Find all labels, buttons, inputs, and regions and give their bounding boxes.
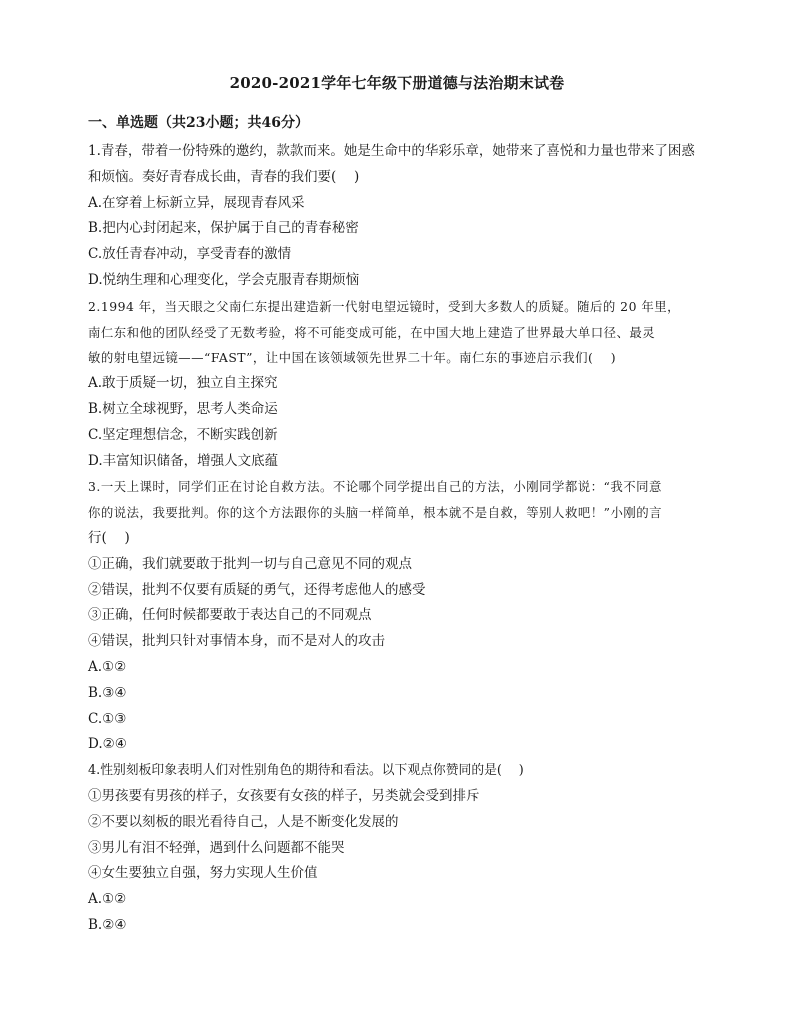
question-4 [88, 758, 708, 939]
option-a: A.①② [88, 658, 127, 675]
statement-4: ④女生要独立自强，努力实现人生价值 [88, 865, 318, 882]
section-heading: 一、单选题（共23小题；共46分） [88, 115, 309, 131]
page-title: 2020-2021学年七年级下册道德与法治期末试卷 [229, 74, 565, 92]
question-stem-line: 1.青春，带着一份特殊的邀约，款款而来。她是生命中的华彩乐章，她带来了喜悦和力量也带来了困惑 [88, 143, 695, 159]
question-stem-line: 和烦恼。奏好青春成长曲，青春的我们要( ) [88, 168, 360, 185]
option-b: B.树立全球视野，思考人类命运 [88, 400, 278, 417]
statement-2: ②不要以刻板的眼光看待自己，人是不断变化发展的 [88, 813, 399, 830]
statement-4: ④错误，批判只针对事情本身，而不是对人的攻击 [88, 633, 385, 650]
question-stem-line: 行( ) [88, 529, 130, 546]
option-a: A.在穿着上标新立异，展现青春风采 [88, 194, 305, 211]
statement-1: ①正确，我们就要敢于批判一切与自己意见不同的观点 [88, 555, 412, 572]
option-c: C.放任青春冲动，享受青春的激情 [88, 246, 292, 263]
question-stem-line: 4.性别刻板印象表明人们对性别角色的期待和看法。以下观点你赞同的是( ) [88, 763, 524, 779]
option-a: A.①② [88, 891, 127, 908]
question-stem-line: 你的说法，我要批判。你的这个方法跟你的头脑一样简单，根本就不是自救，等别人救吧！”小刚的言 [88, 505, 663, 521]
questions-content [88, 139, 708, 939]
option-b: B.把内心封闭起来，保护属于自己的青春秘密 [88, 220, 359, 237]
question-2 [88, 294, 708, 475]
statement-3: ③正确，任何时候都要敢于表达自己的不同观点 [88, 607, 372, 624]
option-d: D.②④ [88, 736, 127, 753]
question-3 [88, 474, 708, 758]
option-d: D.悦纳生理和心理变化，学会克服青春期烦恼 [88, 271, 360, 288]
question-stem-line: 南仁东和他的团队经受了无数考验，将不可能变成可能，在中国大地上建造了世界最大单口径、最灵 [88, 324, 656, 340]
statement-2: ②错误，批判不仅要有质疑的勇气，还得考虑他人的感受 [88, 581, 426, 598]
option-b: B.②④ [88, 916, 127, 933]
question-1 [88, 139, 708, 294]
option-c: C.坚定理想信念，不断实践创新 [88, 426, 278, 443]
question-stem-line: 2.1994 年，当天眼之父南仁东提出建造新一代射电望远镜时，受到大多数人的质疑。随后的 20 年里， [88, 298, 681, 314]
statement-1: ①男孩要有男孩的样子，女孩要有女孩的样子，另类就会受到排斥 [88, 787, 480, 804]
question-stem-line: 敏的射电望远镜——“FAST”，让中国在该领域领先世界二十年。南仁东的事迹启示我们( ) [88, 350, 617, 366]
option-b: B.③④ [88, 684, 127, 701]
question-stem-line: 3.一天上课时，同学们正在讨论自救方法。不论哪个同学提出自己的方法，小刚同学都说：“我不同意 [88, 479, 662, 495]
statement-3: ③男儿有泪不轻弹，遇到什么问题都不能哭 [88, 839, 345, 856]
option-a: A.敢于质疑一切，独立自主探究 [88, 375, 278, 392]
option-c: C.①③ [88, 710, 127, 727]
option-d: D.丰富知识储备，增强人文底蕴 [88, 452, 279, 469]
